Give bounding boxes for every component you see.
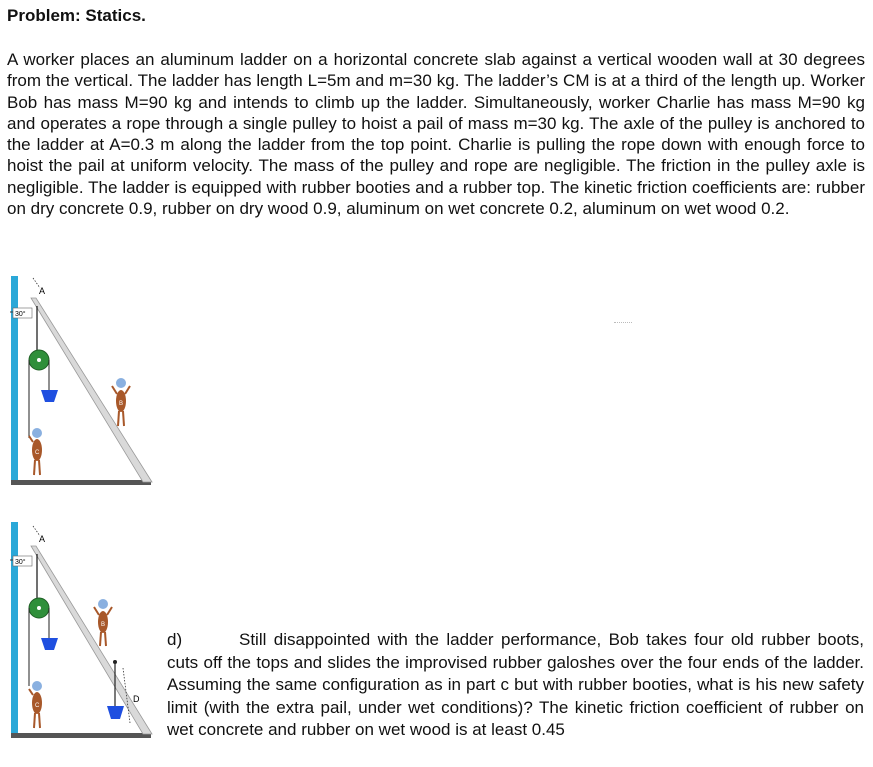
problem-heading: Problem: Statics. [7, 6, 146, 25]
figure-2 [6, 518, 156, 743]
angle-label: 30° [15, 559, 26, 566]
svg-text:B: B [119, 401, 124, 407]
svg-text:B: B [101, 622, 106, 628]
problem-statement: A worker places an aluminum ladder on a horizontal concrete slab against a vertical wooden wall at 30 degrees from the vertical. The ladder has length L=5m and m=30 kg. The ladder’s CM is at a third of the length up. Worker Bob has mass M=90 kg and intends to climb up the ladder. Simultaneously, worker Charlie has mass M=90 kg and operates a rope through a single pulley to hoist a pail of mass m=30 kg. The axle of the pulley is anchored to the ladder at A=0.3 m along the ladder from the top point. Charlie is pulling the rope down with enough force to hoist the pail at uniform velocity. The mass of the pulley and rope are negligible. The friction in the pulley axle is negligible. The ladder is equipped with rubber booties and a rubber top. The kinetic friction coefficients are: rubber on dry concrete 0.9, rubber on dry wood 0.9, aluminum on wet concrete 0.2, aluminum on wet wood 0.2. [7, 50, 865, 219]
svg-text:C: C [35, 703, 40, 709]
pail [41, 390, 58, 402]
worker-charlie [29, 428, 42, 475]
point-a-label: A [39, 534, 46, 544]
ladder-diagram-1 [6, 270, 156, 490]
worker-bob [112, 378, 130, 426]
figure-1 [6, 270, 156, 490]
concrete-slab [11, 733, 151, 738]
pail [41, 638, 58, 650]
worker-bob [94, 599, 112, 646]
angle-label: 30° [15, 311, 26, 318]
extra-pail [107, 706, 124, 719]
wooden-wall [11, 276, 18, 484]
part-d-label: d) [167, 630, 183, 649]
ladder-diagram-2 [6, 518, 156, 743]
point-d-label: D [133, 694, 140, 704]
wooden-wall [11, 522, 18, 736]
part-d-text: Still disappointed with the ladder performance, Bob takes four old rubber boots, cuts off the tops and slides the improvised rubber galoshes over the four ends of the ladder. Assuming the same configuration as in part c but with rubber booties, what is his new safety limit (with the extra pail, under wet conditions)? The kinetic friction coefficient of rubber on wet concrete and rubber on wet wood is at least 0.45 [167, 630, 864, 739]
scan-smudge [614, 322, 632, 325]
point-a-label: A [39, 286, 46, 296]
part-d-question [167, 629, 864, 742]
concrete-slab [11, 480, 151, 485]
worker-charlie [29, 681, 42, 728]
svg-text:C: C [35, 450, 40, 456]
